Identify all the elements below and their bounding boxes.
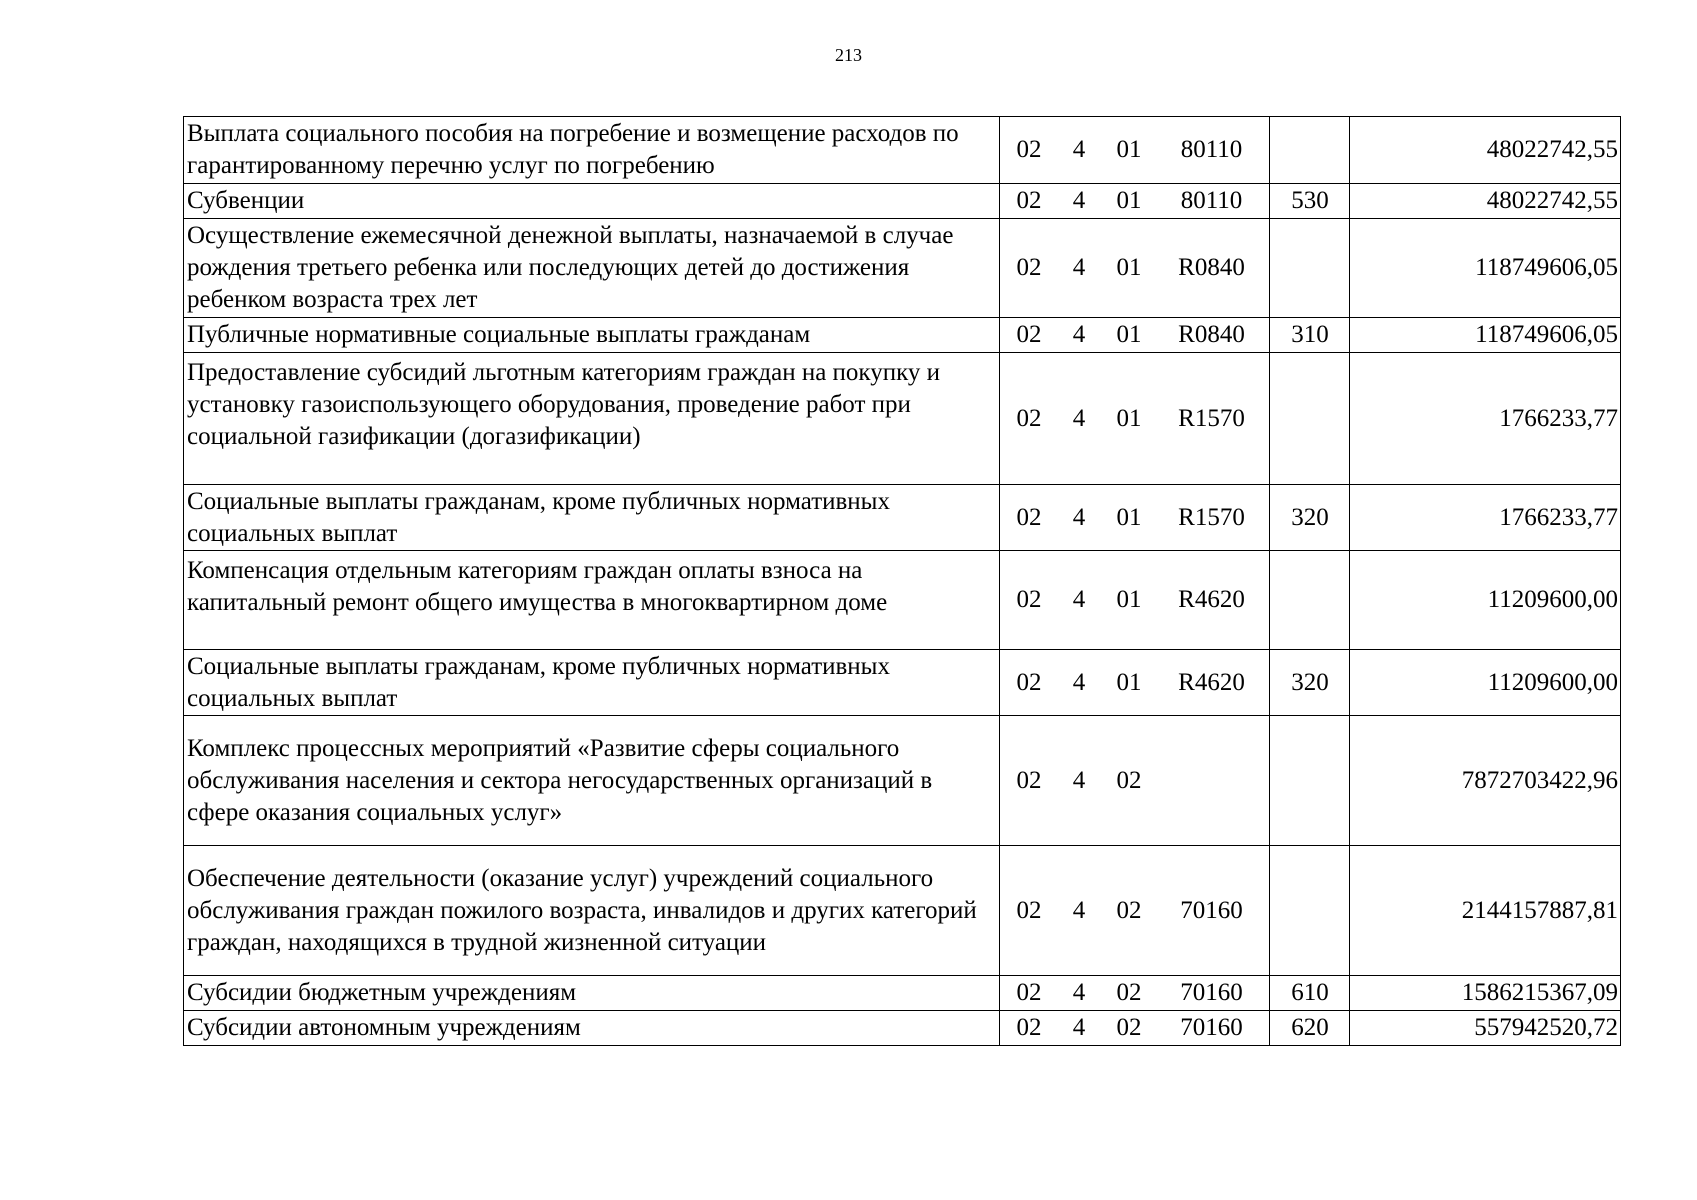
table-row bbox=[184, 716, 1621, 846]
table-row bbox=[184, 1011, 1621, 1046]
code-program: 02 bbox=[1016, 586, 1042, 613]
code-direction: R4620 bbox=[1178, 668, 1245, 696]
code-program: 02 bbox=[1016, 1014, 1042, 1041]
code-event: 01 bbox=[1116, 254, 1142, 281]
amount: 1766233,77 bbox=[1350, 353, 1621, 485]
code-subprogram: 4 bbox=[1072, 136, 1086, 163]
row-name: Обеспечение деятельности (оказание услуг) учреждений социального обслуживания граждан пожилого возраста, инвалидов и других категорий граждан, находящихся в трудной жизненной ситуации bbox=[184, 846, 1000, 976]
amount: 11209600,00 bbox=[1350, 650, 1621, 716]
expense-type-code bbox=[1270, 846, 1350, 976]
code-subprogram: 4 bbox=[1072, 766, 1086, 794]
expense-type-code: 610 bbox=[1270, 976, 1350, 1011]
row-codes bbox=[1000, 485, 1270, 551]
amount: 11209600,00 bbox=[1350, 551, 1621, 650]
expense-type-code: 320 bbox=[1270, 650, 1350, 716]
amount: 118749606,05 bbox=[1350, 219, 1621, 318]
row-codes bbox=[1000, 846, 1270, 976]
code-program: 02 bbox=[1016, 187, 1042, 214]
amount: 1586215367,09 bbox=[1350, 976, 1621, 1011]
row-name: Осуществление ежемесячной денежной выплаты, назначаемой в случае рождения третьего ребенка или последующих детей до достижения ребенком возраста трех лет bbox=[184, 219, 1000, 318]
code-event: 01 bbox=[1116, 503, 1142, 531]
code-direction: R0840 bbox=[1178, 321, 1245, 348]
code-subprogram: 4 bbox=[1072, 187, 1086, 214]
code-subprogram: 4 bbox=[1072, 668, 1086, 696]
code-direction: R1570 bbox=[1178, 503, 1245, 531]
code-event: 01 bbox=[1116, 321, 1142, 348]
expense-type-code: 320 bbox=[1270, 485, 1350, 551]
code-program: 02 bbox=[1016, 503, 1042, 531]
row-name: Комплекс процессных мероприятий «Развитие сферы социального обслуживания населения и сектора негосударственных организаций в сфере оказания социальных услуг» bbox=[184, 716, 1000, 846]
row-codes bbox=[1000, 976, 1270, 1011]
code-direction: 70160 bbox=[1180, 979, 1243, 1006]
table-row bbox=[184, 551, 1621, 650]
table-row bbox=[184, 976, 1621, 1011]
row-codes bbox=[1000, 219, 1270, 318]
row-codes bbox=[1000, 117, 1270, 184]
expense-type-code: 310 bbox=[1270, 318, 1350, 353]
code-subprogram: 4 bbox=[1072, 503, 1086, 531]
table-row bbox=[184, 318, 1621, 353]
code-event: 02 bbox=[1116, 766, 1142, 794]
budget-table bbox=[183, 116, 1621, 1046]
row-name: Социальные выплаты гражданам, кроме публичных нормативных социальных выплат bbox=[184, 650, 1000, 716]
expense-type-code bbox=[1270, 117, 1350, 184]
row-codes bbox=[1000, 551, 1270, 650]
row-codes bbox=[1000, 1011, 1270, 1046]
code-program: 02 bbox=[1016, 321, 1042, 348]
code-direction: 70160 bbox=[1180, 896, 1243, 924]
code-event: 02 bbox=[1116, 896, 1142, 924]
code-direction: 80110 bbox=[1180, 136, 1243, 163]
row-codes bbox=[1000, 650, 1270, 716]
amount: 118749606,05 bbox=[1350, 318, 1621, 353]
row-name: Социальные выплаты гражданам, кроме публичных нормативных социальных выплат bbox=[184, 485, 1000, 551]
amount: 48022742,55 bbox=[1350, 184, 1621, 219]
code-direction: R4620 bbox=[1178, 586, 1245, 613]
row-name: Субсидии бюджетным учреждениям bbox=[184, 976, 1000, 1011]
page-number: 213 bbox=[835, 45, 862, 65]
code-direction: R0840 bbox=[1178, 254, 1245, 281]
table-row bbox=[184, 117, 1621, 184]
code-event: 02 bbox=[1116, 979, 1142, 1006]
row-name: Предоставление субсидий льготным категориям граждан на покупку и установку газоиспользующего оборудования, проведение работ при социальной газификации (догазификации) bbox=[184, 353, 1000, 485]
expense-type-code bbox=[1270, 353, 1350, 485]
code-event: 02 bbox=[1116, 1014, 1142, 1041]
code-subprogram: 4 bbox=[1072, 979, 1086, 1006]
table-row bbox=[184, 846, 1621, 976]
code-program: 02 bbox=[1016, 668, 1042, 696]
row-name: Публичные нормативные социальные выплаты гражданам bbox=[184, 318, 1000, 353]
code-program: 02 bbox=[1016, 254, 1042, 281]
table-row bbox=[184, 353, 1621, 485]
row-codes bbox=[1000, 318, 1270, 353]
code-program: 02 bbox=[1016, 136, 1042, 163]
code-event: 01 bbox=[1116, 187, 1142, 214]
row-codes bbox=[1000, 716, 1270, 846]
expense-type-code bbox=[1270, 219, 1350, 318]
code-direction: R1570 bbox=[1178, 404, 1245, 432]
row-name: Выплата социального пособия на погребение и возмещение расходов по гарантированному перечню услуг по погребению bbox=[184, 117, 1000, 184]
code-subprogram: 4 bbox=[1072, 1014, 1086, 1041]
amount: 7872703422,96 bbox=[1350, 716, 1621, 846]
amount: 48022742,55 bbox=[1350, 117, 1621, 184]
code-subprogram: 4 bbox=[1072, 896, 1086, 924]
expense-type-code bbox=[1270, 716, 1350, 846]
row-codes bbox=[1000, 353, 1270, 485]
amount: 2144157887,81 bbox=[1350, 846, 1621, 976]
code-direction: 70160 bbox=[1180, 1014, 1243, 1041]
code-subprogram: 4 bbox=[1072, 321, 1086, 348]
amount: 1766233,77 bbox=[1350, 485, 1621, 551]
code-program: 02 bbox=[1016, 404, 1042, 432]
expense-type-code: 530 bbox=[1270, 184, 1350, 219]
code-program: 02 bbox=[1016, 896, 1042, 924]
code-direction: 80110 bbox=[1180, 187, 1243, 214]
row-name: Субвенции bbox=[184, 184, 1000, 219]
code-event: 01 bbox=[1116, 586, 1142, 613]
amount: 557942520,72 bbox=[1350, 1011, 1621, 1046]
row-name: Компенсация отдельным категориям граждан оплаты взноса на капитальный ремонт общего имущества в многоквартирном доме bbox=[184, 551, 1000, 650]
code-event: 01 bbox=[1116, 668, 1142, 696]
expense-type-code: 620 bbox=[1270, 1011, 1350, 1046]
code-subprogram: 4 bbox=[1072, 586, 1086, 613]
code-subprogram: 4 bbox=[1072, 254, 1086, 281]
code-program: 02 bbox=[1016, 766, 1042, 794]
table-row bbox=[184, 485, 1621, 551]
table-row bbox=[184, 650, 1621, 716]
code-event: 01 bbox=[1116, 404, 1142, 432]
code-event: 01 bbox=[1116, 136, 1142, 163]
row-name: Субсидии автономным учреждениям bbox=[184, 1011, 1000, 1046]
row-codes bbox=[1000, 184, 1270, 219]
code-subprogram: 4 bbox=[1072, 404, 1086, 432]
expense-type-code bbox=[1270, 551, 1350, 650]
code-program: 02 bbox=[1016, 979, 1042, 1006]
table-row bbox=[184, 219, 1621, 318]
table-row bbox=[184, 184, 1621, 219]
